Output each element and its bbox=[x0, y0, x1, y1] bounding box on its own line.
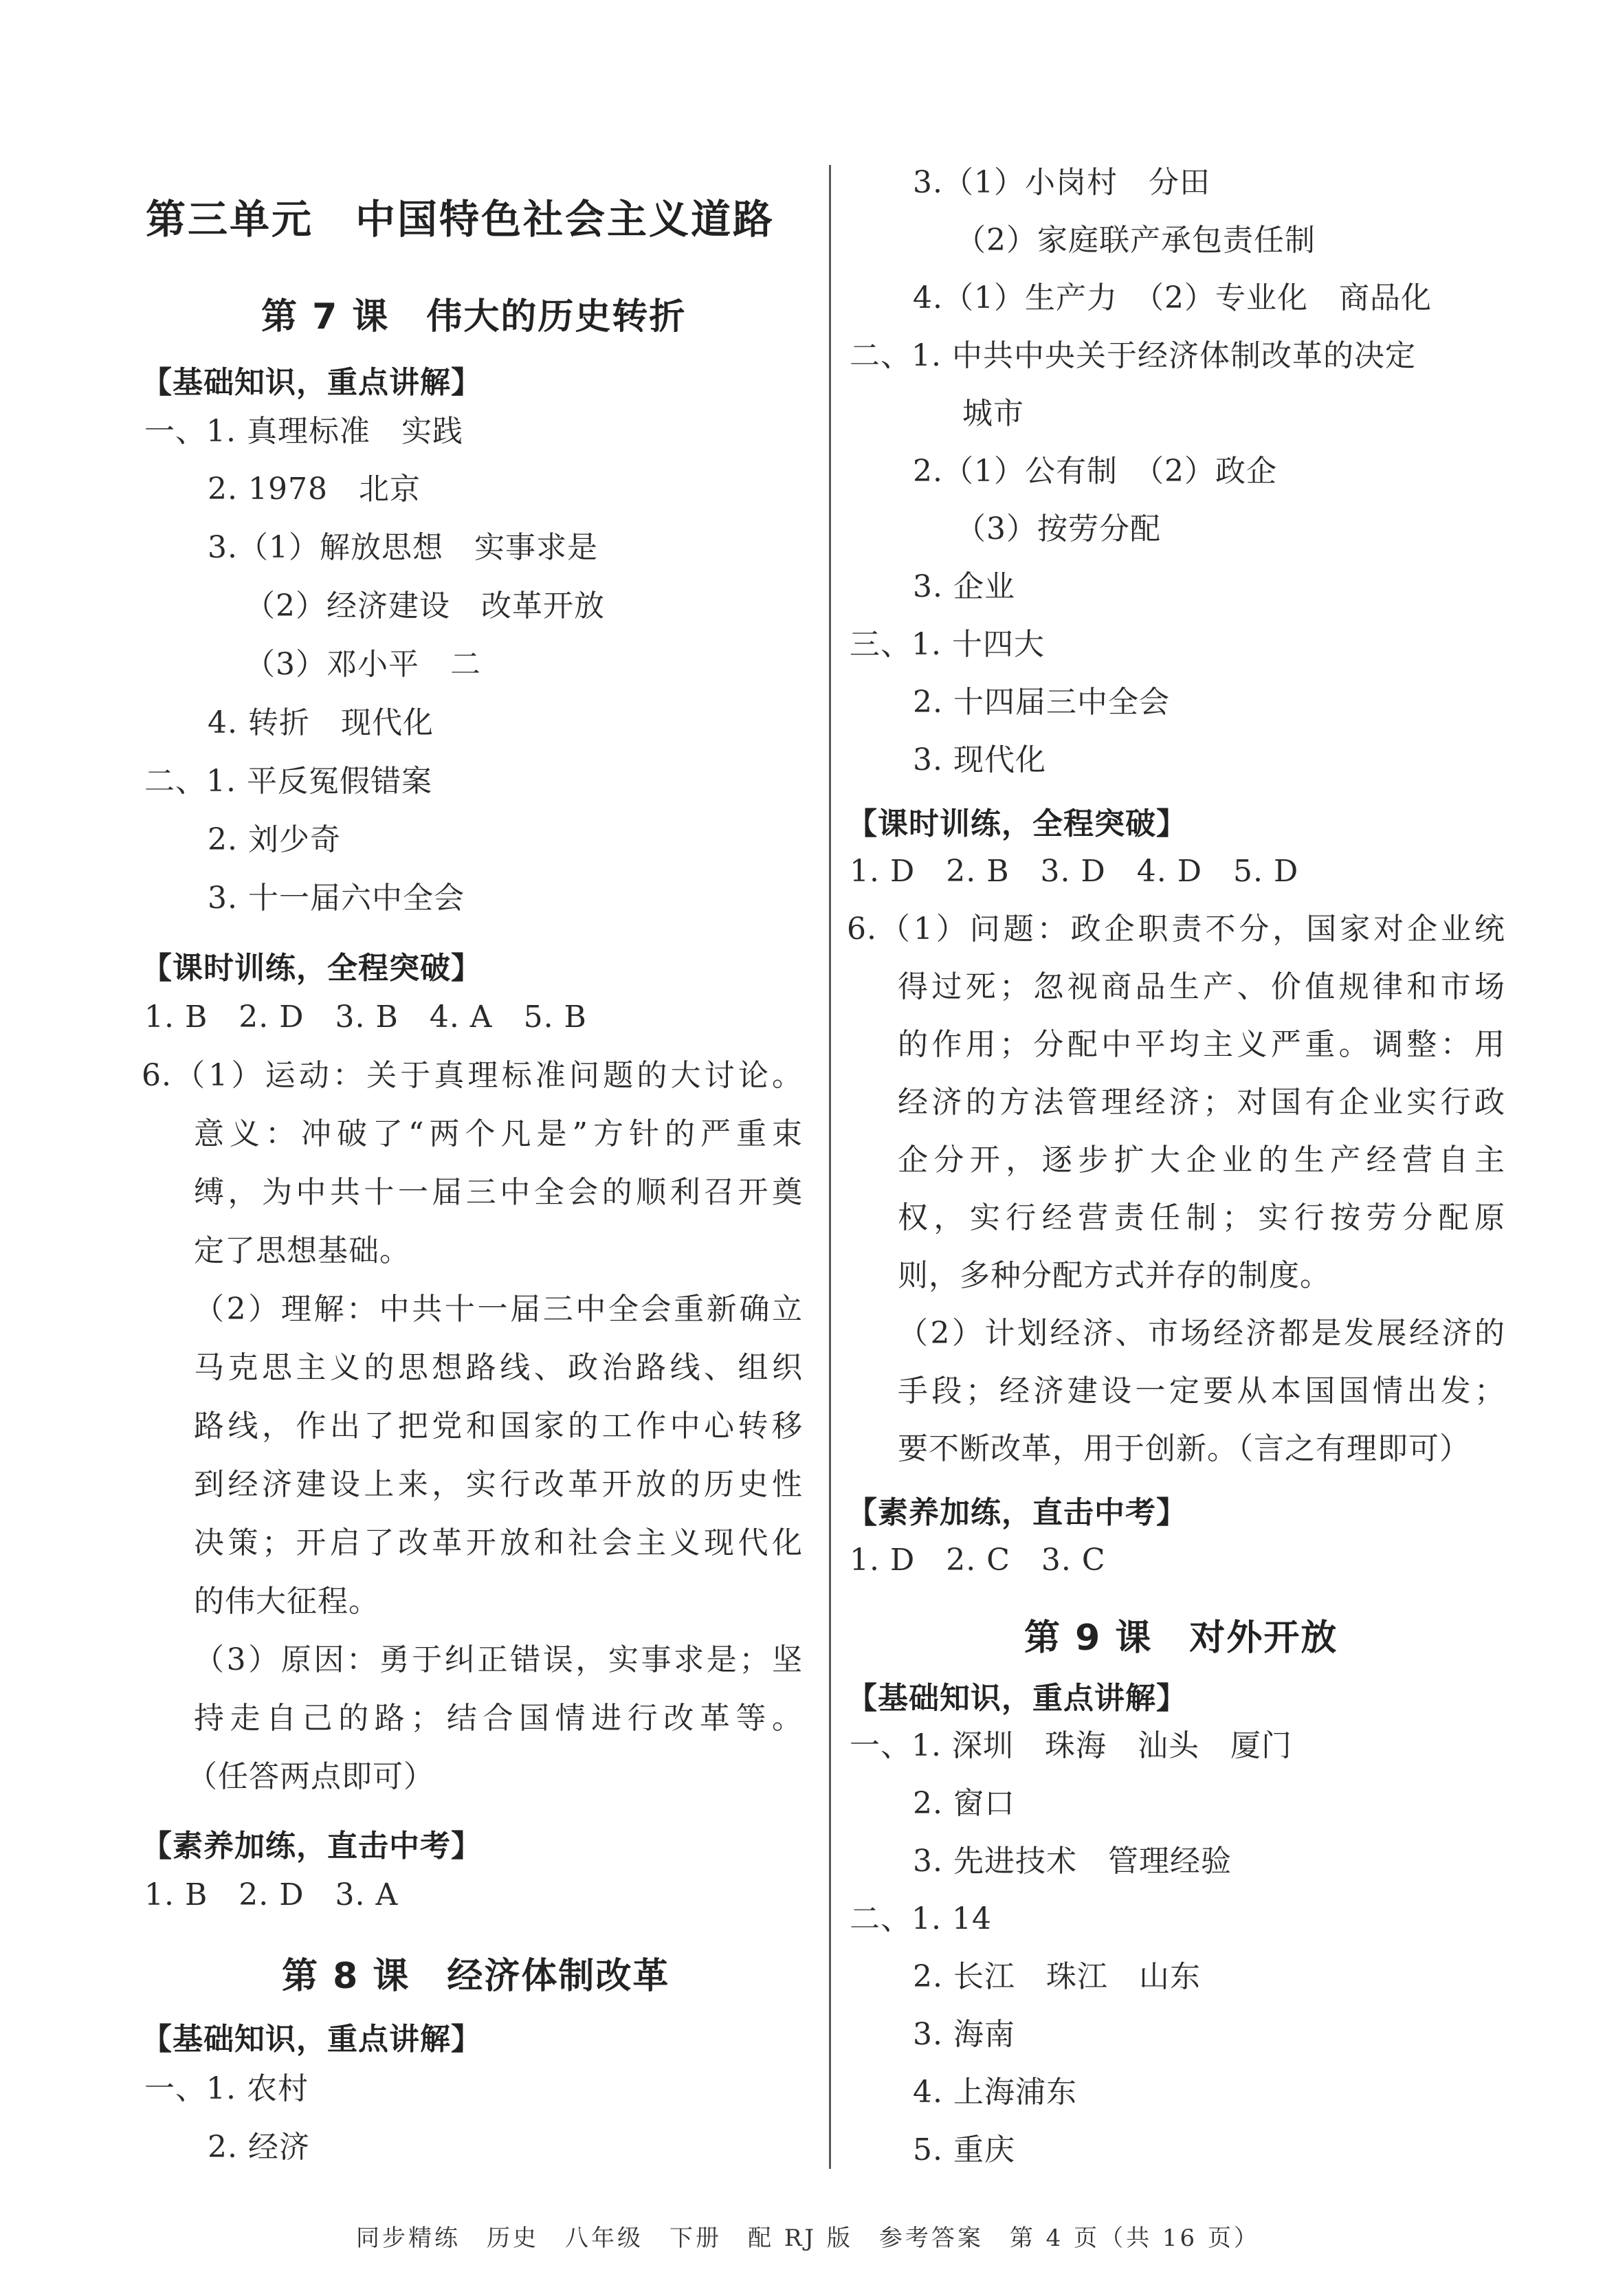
lesson-7-exam-heading: 【素养加练，直击中考】 bbox=[142, 1829, 482, 1864]
answer-line: 2. 十四届三中全会 bbox=[913, 685, 1170, 720]
answer-line: 6.（1）问题：政企职责不分，国家对企业统 bbox=[847, 912, 1505, 947]
answer-line: 3. 先进技术 管理经验 bbox=[913, 1844, 1232, 1879]
exam-answers: 1. D 2. C 3. C bbox=[850, 1543, 1106, 1578]
answer-line: 则，多种分配方式并存的制度。 bbox=[898, 1258, 1331, 1293]
answer-line: （2）经济建设 改革开放 bbox=[245, 588, 605, 623]
answer-line: 二、1. 中共中央关于经济体制改革的决定 bbox=[850, 338, 1416, 373]
lesson-9-title: 第 9 课 对外开放 bbox=[1024, 1618, 1338, 1659]
answer-line: （3）按劳分配 bbox=[955, 511, 1161, 547]
answer-line: 3.（1）小岗村 分田 bbox=[913, 165, 1210, 200]
answer-line: 企分开，逐步扩大企业的生产经营自主 bbox=[898, 1143, 1505, 1178]
answer-line: 一、1. 深圳 珠海 汕头 厦门 bbox=[850, 1728, 1292, 1763]
choice-answers: 1. B 2. D 3. B 4. A 5. B bbox=[144, 1000, 587, 1035]
answer-line: 意义：冲破了“两个凡是”方针的严重束 bbox=[194, 1116, 803, 1151]
answer-line: 得过死；忽视商品生产、价值规律和市场 bbox=[898, 969, 1505, 1004]
answer-line: 4.（1）生产力 （2）专业化 商品化 bbox=[913, 280, 1432, 316]
answer-line: 持走自己的路；结合国情进行改革等。 bbox=[194, 1701, 803, 1736]
answer-line: 3. 海南 bbox=[913, 2017, 1015, 2052]
answer-line: 2. 经济 bbox=[208, 2130, 310, 2165]
answer-line: 城市 bbox=[962, 396, 1024, 431]
answer-line: 2. 长江 珠江 山东 bbox=[913, 1959, 1201, 1994]
answer-line: 的伟大征程。 bbox=[194, 1584, 379, 1619]
answer-line: 4. 上海浦东 bbox=[913, 2075, 1077, 2110]
answer-line: （2）家庭联产承包责任制 bbox=[955, 223, 1316, 258]
lesson-8-basic-heading: 【基础知识，重点讲解】 bbox=[142, 2022, 482, 2057]
answer-line: 经济的方法管理经济；对国有企业实行政 bbox=[898, 1085, 1505, 1120]
lesson-8-exam-heading: 【素养加练，直击中考】 bbox=[847, 1495, 1187, 1530]
answer-line: （3）原因：勇于纠正错误，实事求是；坚 bbox=[194, 1642, 803, 1677]
answer-line: 2. 窗口 bbox=[913, 1786, 1015, 1821]
lesson-7-title: 第 7 课 伟大的历史转折 bbox=[261, 296, 687, 338]
answer-line: 马克思主义的思想路线、政治路线、组织 bbox=[194, 1350, 803, 1385]
answer-line: 二、1. 平反冤假错案 bbox=[144, 764, 432, 799]
answer-line: 缚，为中共十一届三中全会的顺利召开奠 bbox=[194, 1175, 803, 1210]
answer-line: 一、1. 农村 bbox=[144, 2071, 309, 2106]
answer-line: 的作用；分配中平均主义严重。调整：用 bbox=[898, 1027, 1505, 1062]
answer-line: 5. 重庆 bbox=[913, 2132, 1015, 2167]
answer-line: 2. 刘少奇 bbox=[208, 822, 341, 857]
answer-line: 三、1. 十四大 bbox=[850, 627, 1045, 662]
answer-line: （任答两点即可） bbox=[187, 1759, 434, 1794]
answer-line: 2.（1）公有制 （2）政企 bbox=[913, 454, 1277, 489]
answer-line: 6.（1）运动：关于真理标准问题的大讨论。 bbox=[142, 1058, 803, 1093]
answer-line: 2. 1978 北京 bbox=[208, 472, 421, 507]
answer-line: 决策；开启了改革开放和社会主义现代化 bbox=[194, 1525, 803, 1560]
lesson-7-basic-heading: 【基础知识，重点讲解】 bbox=[142, 365, 482, 400]
page-footer: 同步精练 历史 八年级 下册 配 RJ 版 参考答案 第 4 页（共 16 页） bbox=[356, 2225, 1260, 2252]
answer-line: 要不断改革，用于创新。（言之有理即可） bbox=[898, 1431, 1470, 1466]
answer-line: （2）计划经济、市场经济都是发展经济的 bbox=[898, 1316, 1505, 1351]
lesson-7-practice-heading: 【课时训练，全程突破】 bbox=[142, 951, 482, 986]
answer-line: （3）邓小平 二 bbox=[245, 647, 481, 682]
answer-line: 手段；经济建设一定要从本国国情出发； bbox=[898, 1373, 1505, 1409]
choice-answers: 1. D 2. B 3. D 4. D 5. D bbox=[850, 854, 1299, 889]
answer-line: （2）理解：中共十一届三中全会重新确立 bbox=[194, 1292, 803, 1327]
answer-line: 二、1. 14 bbox=[850, 1901, 992, 1936]
answer-line: 定了思想基础。 bbox=[194, 1233, 410, 1268]
lesson-8-practice-heading: 【课时训练，全程突破】 bbox=[847, 806, 1187, 841]
answer-line: 权，实行经营责任制；实行按劳分配原 bbox=[898, 1200, 1505, 1235]
lesson-8-title: 第 8 课 经济体制改革 bbox=[282, 1956, 670, 1997]
exam-answers: 1. B 2. D 3. A bbox=[144, 1877, 399, 1912]
answer-line: 一、1. 真理标准 实践 bbox=[144, 414, 463, 449]
column-divider bbox=[829, 165, 831, 2169]
answer-line: 3. 现代化 bbox=[913, 742, 1046, 777]
answer-line: 3. 企业 bbox=[913, 569, 1015, 604]
answer-line: 3.（1）解放思想 实事求是 bbox=[208, 530, 598, 565]
unit-title: 第三单元 中国特色社会主义道路 bbox=[146, 196, 775, 243]
lesson-9-basic-heading: 【基础知识，重点讲解】 bbox=[847, 1681, 1187, 1716]
answer-line: 路线，作出了把党和国家的工作中心转移 bbox=[194, 1409, 803, 1444]
answer-line: 4. 转折 现代化 bbox=[208, 705, 434, 740]
answer-line: 3. 十一届六中全会 bbox=[208, 881, 465, 916]
answer-line: 到经济建设上来，实行改革开放的历史性 bbox=[194, 1467, 803, 1502]
